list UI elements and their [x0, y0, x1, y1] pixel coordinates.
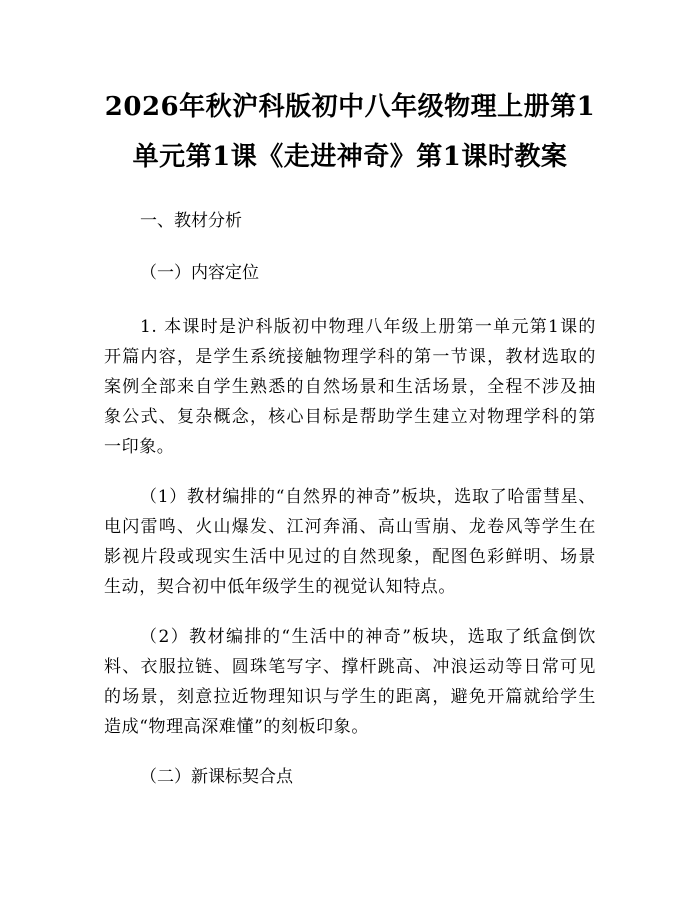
- paragraph-nature-wonders: （1）教材编排的“自然界的神奇”板块，选取了哈雷彗星、电闪雷鸣、火山爆发、江河奔涌、高山雪崩、龙卷风等学生在影视片段或现实生活中见过的自然现象，配图色彩鲜明、场景生动，契合初中低年级学生的视觉认知特点。: [104, 487, 596, 597]
- section-heading-textbook-analysis: 一、教材分析: [140, 211, 242, 231]
- paragraph-life-wonders: （2）教材编排的“生活中的神奇”板块，选取了纸盒倒饮料、衣服拉链、圆珠笔写字、撑杆跳高、冲浪运动等日常可见的场景，刻意拉近物理知识与学生的距离，避免开篇就给学生造成“物理高深难懂”的刻板印象。: [104, 627, 596, 737]
- paragraph-lesson-overview: 1. 本课时是沪科版初中物理八年级上册第一单元第1课的开篇内容，是学生系统接触物理学科的第一节课，教材选取的案例全部来自学生熟悉的自然场景和生活场景，全程不涉及抽象公式、复杂概念，核心目标是帮助学生建立对物理学科的第一印象。: [104, 317, 596, 457]
- document-title: 2026年秋沪科版初中八年级物理上册第1单元第1课《走进神奇》第1课时教案: [104, 92, 596, 172]
- section-heading-content-positioning: （一）内容定位: [140, 263, 259, 283]
- section-heading-curriculum-standards: （二）新课标契合点: [140, 767, 293, 787]
